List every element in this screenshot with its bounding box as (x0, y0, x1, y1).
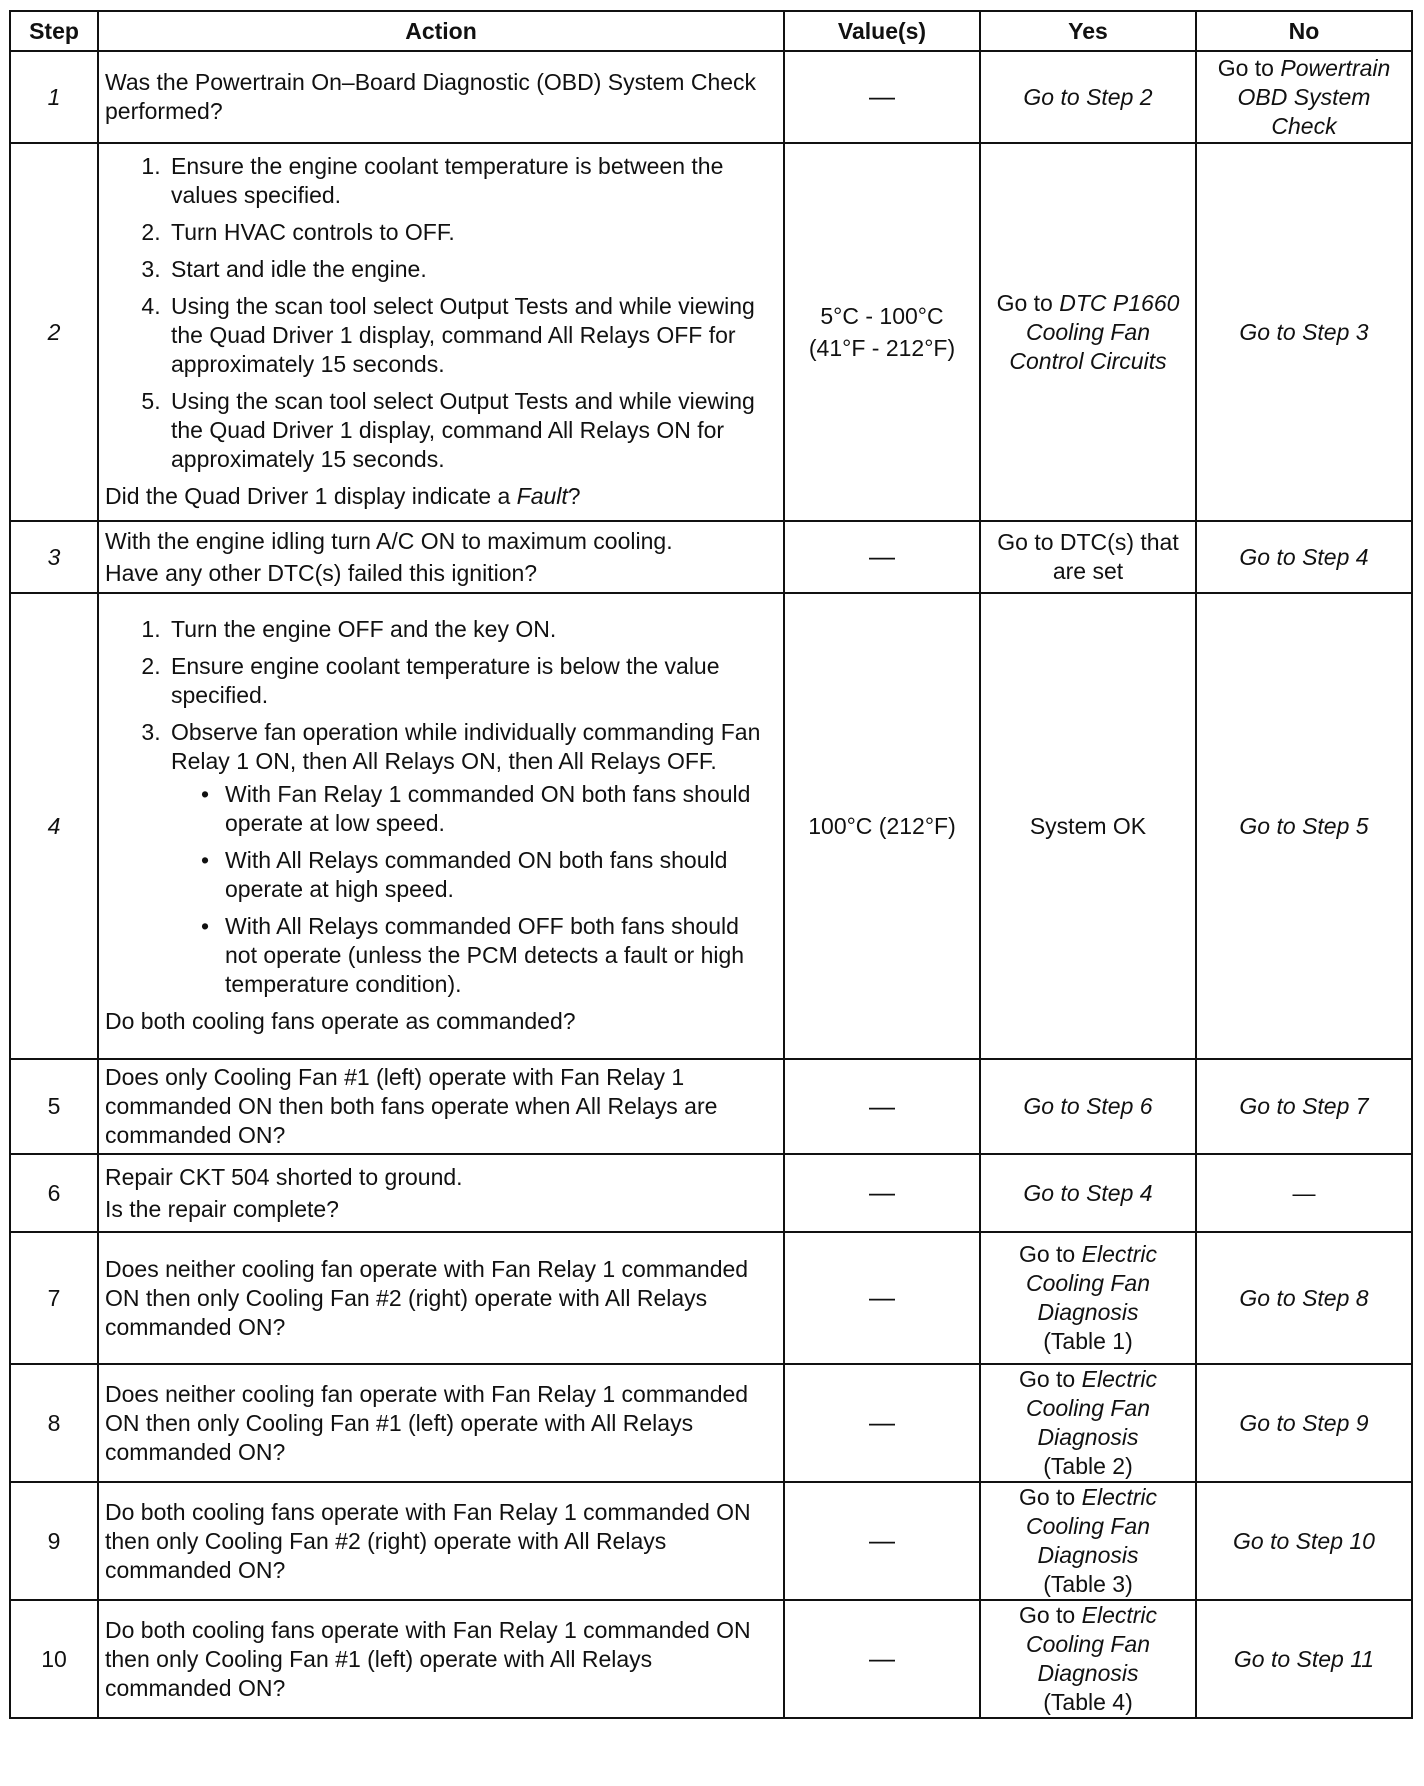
value-cell (784, 143, 980, 521)
yes-cell-text (987, 528, 1189, 586)
yes-cell-pre: System OK (1029, 812, 1147, 839)
value-cell (784, 1232, 980, 1364)
yes-cell (980, 1600, 1196, 1718)
step-number: 1 (10, 51, 98, 143)
action-question-pre: Did the Quad Driver 1 display indicate a (105, 483, 517, 509)
header-step: Step (10, 11, 98, 51)
value-cell (784, 1482, 980, 1600)
table-row (10, 1364, 1412, 1482)
no-cell-em: Go to Step 11 (1233, 1645, 1375, 1672)
action-cell (98, 1232, 784, 1364)
no-cell (1196, 1482, 1412, 1600)
yes-cell-pre: Go to (996, 289, 1060, 316)
no-cell (1196, 1600, 1412, 1718)
action-cell (98, 1482, 784, 1600)
yes-cell-pre: Go to (1018, 1484, 1082, 1510)
action-step-item (167, 152, 777, 210)
yes-cell (980, 1232, 1196, 1364)
header-no: No (1196, 11, 1412, 51)
action-cell (98, 1059, 784, 1154)
yes-cell-text (987, 1179, 1189, 1208)
yes-cell-text (987, 289, 1189, 376)
action-cell (98, 521, 784, 593)
yes-cell-text (987, 83, 1189, 112)
no-cell-em: Go to Step 5 (1239, 812, 1369, 839)
no-cell-pre: Go to (1217, 54, 1281, 81)
value-text: (41°F - 212°F) (808, 334, 956, 361)
no-cell-text (1203, 1645, 1405, 1674)
no-cell-text (1203, 1527, 1405, 1556)
yes-cell-text (987, 812, 1189, 841)
yes-cell (980, 1154, 1196, 1232)
yes-cell-text (987, 1601, 1189, 1717)
yes-cell-text (987, 1240, 1189, 1356)
action-text: With the engine idling turn A/C ON to maximum cooling. (105, 527, 673, 554)
header-yes: Yes (980, 11, 1196, 51)
action-bullet-item: • With Fan Relay 1 commanded ON both fans should operate at low speed. (201, 780, 777, 838)
step-number: 9 (10, 1482, 98, 1600)
yes-cell (980, 143, 1196, 521)
no-cell (1196, 1154, 1412, 1232)
value-text: — (869, 1177, 895, 1207)
no-cell (1196, 1232, 1412, 1364)
step-number: 3 (10, 521, 98, 593)
no-cell-text (1203, 1092, 1405, 1121)
action-step-text: Using the scan tool select Output Tests and while viewing the Quad Driver 1 display, command All Relays ON for approximately 15 seconds. (171, 388, 755, 472)
action-text: Does neither cooling fan operate with Fan Relay 1 commanded ON then only Cooling Fan #1 (left) operate with All Relays commanded ON? (105, 1380, 749, 1465)
no-cell-text (1203, 1409, 1405, 1438)
yes-cell (980, 593, 1196, 1059)
action-question-em: Fault (516, 483, 568, 509)
yes-cell-post: (Table 4) (1043, 1689, 1133, 1715)
value-cell (784, 593, 980, 1059)
no-cell-em: Go to Step 4 (1239, 543, 1369, 570)
action-text: Do both cooling fans operate with Fan Relay 1 commanded ON then only Cooling Fan #2 (right) operate with All Relays commanded ON? (105, 1498, 751, 1583)
table-row (10, 143, 1412, 521)
action-cell (98, 1600, 784, 1718)
step-number: 2 (10, 143, 98, 521)
action-bullet-item: • With All Relays commanded ON both fans should operate at high speed. (201, 846, 777, 904)
yes-cell-em: Electric Cooling Fan Diagnosis (1025, 1484, 1158, 1568)
action-text: Do both cooling fans operate with Fan Relay 1 commanded ON then only Cooling Fan #1 (left) operate with All Relays commanded ON? (105, 1616, 751, 1701)
header-values: Value(s) (784, 11, 980, 51)
action-cell (98, 1154, 784, 1232)
action-step-text: Observe fan operation while individually commanding Fan Relay 1 ON, then All Relays ON, then All Relays OFF. (171, 719, 761, 774)
action-question: Do both cooling fans operate as commanded? (105, 1008, 576, 1034)
yes-cell-pre: Go to (1018, 1602, 1082, 1628)
value-text: — (869, 1282, 895, 1312)
no-cell-em: Go to Step 9 (1239, 1409, 1369, 1436)
action-text: Does neither cooling fan operate with Fan Relay 1 commanded ON then only Cooling Fan #2 (right) operate with All Relays commanded ON? (105, 1255, 749, 1340)
action-step-text: Start and idle the engine. (171, 256, 427, 282)
no-cell-text (1203, 812, 1405, 841)
no-cell-em: Go to Step 10 (1233, 1527, 1375, 1554)
table-row (10, 521, 1412, 593)
header-row (10, 11, 1412, 51)
no-cell-text (1203, 543, 1405, 572)
table-row (10, 1600, 1412, 1718)
value-text: — (869, 1090, 895, 1121)
yes-cell-em: Electric Cooling Fan Diagnosis (1025, 1366, 1158, 1450)
action-text: Have any other DTC(s) failed this ignition? (105, 559, 538, 586)
action-step-item (167, 718, 777, 999)
yes-cell (980, 1482, 1196, 1600)
table-row (10, 1482, 1412, 1600)
value-cell (784, 51, 980, 143)
no-cell (1196, 143, 1412, 521)
action-cell (98, 51, 784, 143)
yes-cell-text (987, 1365, 1189, 1481)
action-step-item (167, 652, 777, 710)
value-cell (784, 1600, 980, 1718)
no-cell-em: Powertrain OBD System Check (1237, 54, 1391, 139)
action-step-text: Turn HVAC controls to OFF. (171, 219, 455, 245)
no-cell-em: Go to Step 7 (1239, 1093, 1369, 1119)
no-cell-text (1203, 54, 1405, 141)
no-cell-text (1203, 1284, 1405, 1313)
yes-cell (980, 1059, 1196, 1154)
no-cell-text (1203, 1179, 1405, 1208)
header-action: Action (98, 11, 784, 51)
action-text: Was the Powertrain On–Board Diagnostic (OBD) System Check performed? (105, 69, 757, 124)
action-cell (98, 143, 784, 521)
yes-cell-em: DTC P1660 Cooling Fan Control Circuits (1009, 289, 1180, 374)
yes-cell-post: (Table 3) (1043, 1571, 1133, 1597)
action-bullet-list (171, 780, 777, 999)
table-body (10, 51, 1412, 1718)
action-text: Repair CKT 504 shorted to ground. (105, 1163, 463, 1190)
action-step-item (167, 218, 777, 247)
yes-cell-em: Go to Step 2 (1023, 83, 1153, 110)
value-cell (784, 1154, 980, 1232)
step-number: 7 (10, 1232, 98, 1364)
yes-cell (980, 1364, 1196, 1482)
action-bullet-item: • With All Relays commanded OFF both fans should not operate (unless the PCM detects a fault or high temperature condition). (201, 912, 777, 999)
action-step-list (105, 615, 777, 999)
action-step-text: Ensure engine coolant temperature is below the value specified. (171, 653, 720, 708)
value-text: 100°C (212°F) (808, 812, 956, 839)
value-text: 5°C - 100°C (820, 302, 944, 329)
yes-cell-em: Electric Cooling Fan Diagnosis (1025, 1602, 1158, 1686)
yes-cell-em: Electric Cooling Fan Diagnosis (1025, 1241, 1158, 1325)
action-step-text: Using the scan tool select Output Tests and while viewing the Quad Driver 1 display, command All Relays OFF for approximately 15 seconds. (171, 293, 755, 377)
no-cell-pre: — (1292, 1179, 1316, 1206)
value-cell (784, 1364, 980, 1482)
action-step-item (167, 387, 777, 474)
yes-cell-post: (Table 2) (1043, 1453, 1133, 1479)
action-cell (98, 593, 784, 1059)
yes-cell-text (987, 1483, 1189, 1599)
action-question-post: ? (567, 483, 581, 509)
value-cell (784, 521, 980, 593)
action-step-item (167, 255, 777, 284)
action-step-text: Turn the engine OFF and the key ON. (171, 616, 557, 642)
no-cell-em: Go to Step 3 (1239, 318, 1369, 345)
no-cell (1196, 521, 1412, 593)
action-question (105, 482, 777, 511)
yes-cell-post: (Table 1) (1043, 1328, 1133, 1354)
value-text: — (869, 81, 895, 111)
table-row (10, 1232, 1412, 1364)
no-cell (1196, 593, 1412, 1059)
action-text: Does only Cooling Fan #1 (left) operate with Fan Relay 1 commanded ON then both fans operate when All Relays are commanded ON? (105, 1064, 718, 1148)
action-cell (98, 1364, 784, 1482)
yes-cell-em: Go to Step 4 (1023, 1179, 1153, 1206)
yes-cell-pre: Go to (1018, 1241, 1082, 1267)
value-cell (784, 1059, 980, 1154)
step-number: 4 (10, 593, 98, 1059)
table-row (10, 51, 1412, 143)
action-step-item (167, 292, 777, 379)
diagnostic-table (9, 10, 1413, 1719)
yes-cell-em: Go to Step 6 (1023, 1093, 1153, 1119)
step-number: 8 (10, 1364, 98, 1482)
table-row (10, 1059, 1412, 1154)
no-cell (1196, 1059, 1412, 1154)
step-number: 6 (10, 1154, 98, 1232)
action-text: Is the repair complete? (105, 1195, 339, 1222)
no-cell (1196, 1364, 1412, 1482)
action-step-text: Ensure the engine coolant temperature is between the values specified. (171, 153, 724, 208)
value-text: — (869, 1525, 895, 1555)
action-step-list (105, 152, 777, 474)
step-number: 5 (10, 1059, 98, 1154)
yes-cell (980, 51, 1196, 143)
value-text: — (869, 1643, 895, 1673)
action-step-item (167, 615, 777, 644)
yes-cell-pre: Go to DTC(s) that are set (997, 529, 1179, 584)
table-row (10, 593, 1412, 1059)
value-text: — (869, 541, 895, 571)
step-number: 10 (10, 1600, 98, 1718)
yes-cell (980, 521, 1196, 593)
value-text: — (869, 1407, 895, 1437)
no-cell (1196, 51, 1412, 143)
yes-cell-pre: Go to (1018, 1366, 1082, 1392)
no-cell-text (1203, 318, 1405, 347)
no-cell-em: Go to Step 8 (1239, 1284, 1369, 1311)
yes-cell-text (987, 1092, 1189, 1121)
table-row (10, 1154, 1412, 1232)
